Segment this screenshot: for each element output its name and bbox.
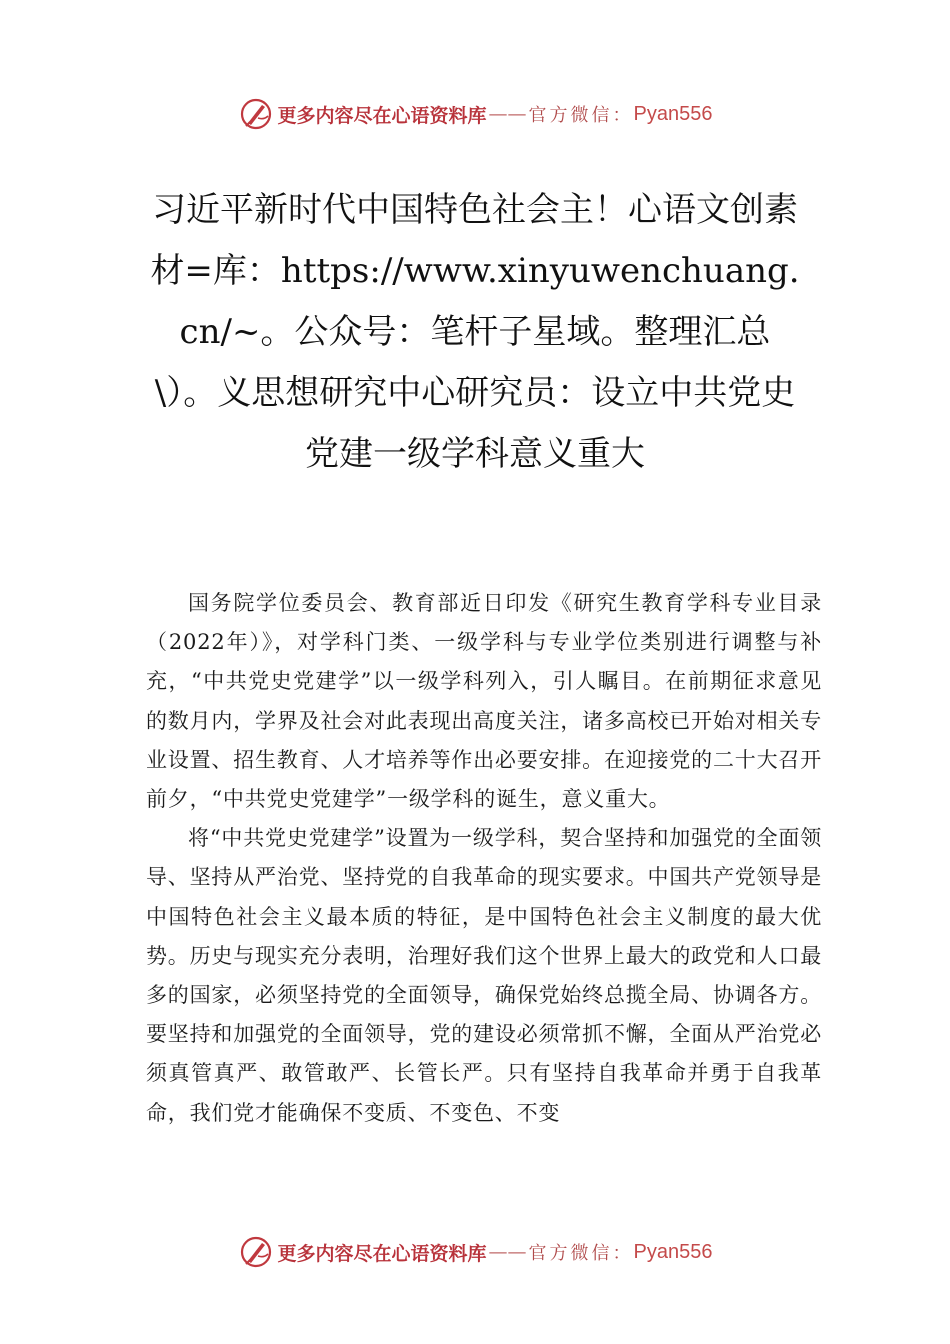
document-title: 习近平新时代中国特色社会主！心语文创素材=库：https://www.xinyuwenchuang.cn/~。公众号：笔杆子星域。整理汇总\）。义思想研究中心研究员：设立中共党史党建一级学科意义重大 — [150, 190, 800, 474]
banner-main-text: 更多内容尽在心语资料库 — [277, 104, 487, 127]
banner-dash: —— — [488, 1241, 527, 1263]
header-banner — [0, 94, 950, 134]
pen-circle-logo-icon — [238, 1234, 274, 1270]
footer-banner — [0, 1232, 950, 1272]
banner-wechat-id: Pyan556 — [633, 102, 713, 125]
banner-wechat-id: Pyan556 — [633, 1240, 713, 1263]
banner-main-text: 更多内容尽在心语资料库 — [277, 1242, 487, 1265]
banner-dash: —— — [488, 103, 527, 125]
paragraph: 将“中共党史党建学”设置为一级学科，契合坚持和加强党的全面领导、坚持从严治党、坚持党的自我革命的现实要求。中国共产党领导是中国特色社会主义最本质的特征，是中国特色社会主义制度的最大优势。历史与现实充分表明，治理好我们这个世界上最大的政党和人口最多的国家，必须坚持党的全面领导，确保党始终总揽全局、协调各方。要坚持和加强党的全面领导，党的建设必须常抓不懈，全面从严治党必须真管真严、敢管敢严、长管长严。只有坚持自我革命并勇于自我革命，我们党才能确保不变质、不变色、不变 — [146, 826, 822, 1125]
paragraph: 国务院学位委员会、教育部近日印发《研究生教育学科专业目录（2022年）》，对学科门类、一级学科与专业学位类别进行调整与补充，“中共党史党建学”以一级学科列入，引人瞩目。在前期征求意见的数月内，学界及社会对此表现出高度关注，诸多高校已开始对相关专业设置、招生教育、人才培养等作出必要安排。在迎接党的二十大召开前夕，“中共党史党建学”一级学科的诞生，意义重大。 — [146, 591, 822, 812]
banner-wechat-label: 官方微信： — [528, 1243, 634, 1264]
banner-wechat-label: 官方微信： — [528, 105, 634, 126]
pen-circle-logo-icon — [238, 96, 274, 132]
article-body — [146, 584, 822, 1133]
